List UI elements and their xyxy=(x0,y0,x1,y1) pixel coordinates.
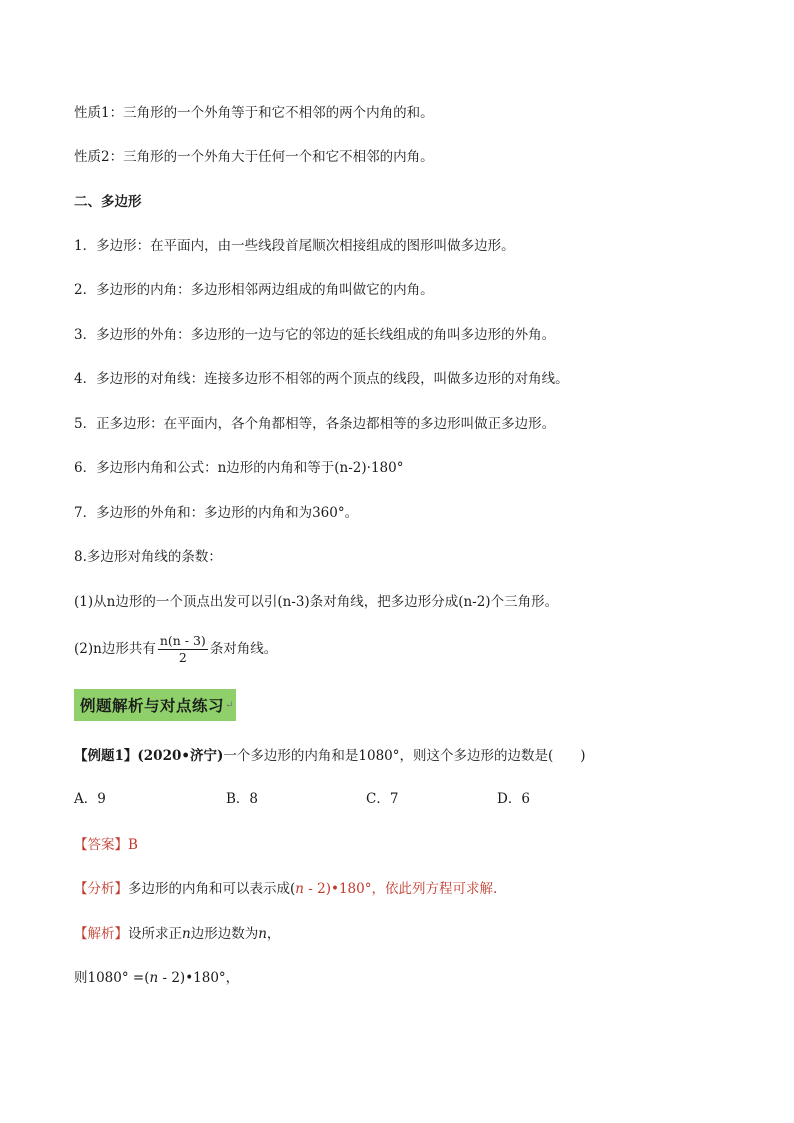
item-7: 7．多边形的外角和：多边形的内角和为360°。 xyxy=(74,505,359,521)
solution-n2: n xyxy=(258,926,267,942)
analysis-tag: 【分析】 xyxy=(74,881,128,897)
fraction-numerator: n(n - 3) xyxy=(159,633,206,648)
diagonal-item-2 xyxy=(74,632,277,666)
solution-tag: 【解析】 xyxy=(74,926,128,942)
property-1: 性质1：三角形的一个外角等于和它不相邻的两个内角的和。 xyxy=(74,105,434,121)
diagonal-title: 8.多边形对角线的条数： xyxy=(74,549,222,565)
item-6: 6．多边形内角和公式：n边形的内角和等于(n-2)·180° xyxy=(74,460,404,476)
then-a: 则1080° =( xyxy=(74,970,150,986)
option-d: D．6 xyxy=(497,791,530,807)
solution-n1: n xyxy=(182,926,191,942)
answer-tag: 【答案】 xyxy=(74,837,128,853)
section-heading: 二、多边形 xyxy=(74,194,142,210)
answer-line xyxy=(74,836,138,854)
fraction-denominator: 2 xyxy=(178,650,187,665)
example-tag: 【例题1】 xyxy=(74,748,138,764)
solution-a: 设所求正 xyxy=(128,926,182,942)
diagonal-fraction xyxy=(158,633,208,666)
item-5: 5．正多边形：在平面内，各个角都相等，各条边都相等的多边形叫做正多边形。 xyxy=(74,416,556,432)
then-b: - 2)•180°， xyxy=(158,970,240,986)
diagonal-item-1: (1)从n边形的一个顶点出发可以引(n-3)条对角线，把多边形分成(n-2)个三角形。 xyxy=(74,594,559,610)
solution-c: ， xyxy=(266,926,281,942)
item-2: 2．多边形的内角：多边形相邻两边组成的角叫做它的内角。 xyxy=(74,282,434,298)
question-text: 一个多边形的内角和是1080°，则这个多边形的边数是( ) xyxy=(223,748,586,764)
equation-line xyxy=(74,969,239,987)
option-b: B．8 xyxy=(226,791,259,807)
then-n: n xyxy=(149,970,159,986)
option-a: A．9 xyxy=(74,791,106,807)
diag2-suffix: 条对角线。 xyxy=(209,641,278,657)
option-c: C．7 xyxy=(366,791,399,807)
answer-value: B xyxy=(128,837,138,853)
solution-line xyxy=(74,925,280,943)
banner-label: 例题解析与对点练习 xyxy=(80,696,225,715)
example-banner xyxy=(74,689,236,721)
analysis-n: n xyxy=(295,881,304,897)
example-source: (2020•济宁) xyxy=(137,748,224,764)
item-3: 3．多边形的外角：多边形的一边与它的邻边的延长线组成的角叫多边形的外角。 xyxy=(74,327,556,343)
analysis-text: 多边形的内角和可以表示成( xyxy=(128,881,296,897)
item-1: 1．多边形：在平面内，由一些线段首尾顺次相接组成的图形叫做多边形。 xyxy=(74,238,515,254)
item-4: 4．多边形的对角线：连接多边形不相邻的两个顶点的线段，叫做多边形的对角线。 xyxy=(74,371,569,387)
return-mark-icon: ↵ xyxy=(225,699,234,711)
analysis-line xyxy=(74,880,497,898)
property-2: 性质2：三角形的一个外角大于任何一个和它不相邻的内角。 xyxy=(74,149,434,165)
example-question xyxy=(74,747,586,765)
analysis-rest: - 2)•180°，依此列方程可求解. xyxy=(303,881,498,897)
diag2-prefix: (2)n边形共有 xyxy=(74,641,156,657)
solution-b: 边形边数为 xyxy=(190,926,259,942)
